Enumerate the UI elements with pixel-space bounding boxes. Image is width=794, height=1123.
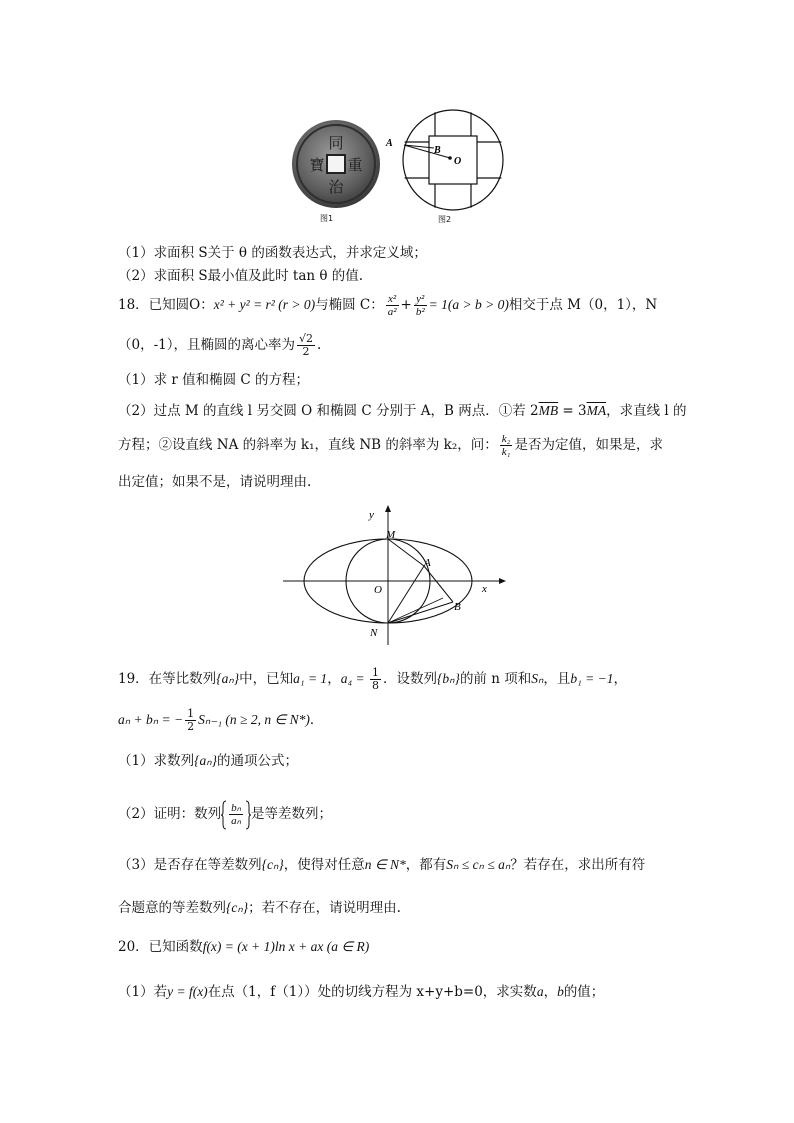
q18-part2-line2: 方程；②设直线 NA 的斜率为 k₁，直线 NB 的斜率为 k₂，问： $\frac{\text{k₂}}{\text{k₁}}$ 是否为定值，如果是，求 [118,433,663,458]
q18-part1: （1）求 r 值和椭圆 C 的方程； [118,372,310,388]
center-square [429,136,477,184]
q19-line2: aₙ + bₙ = − $\frac{1}{2}$ Sₙ₋₁ (n ≥ 2, n ∈ N*)． [118,707,324,733]
label-O: O [374,584,382,596]
coin-char-top: 同 [328,134,344,152]
q19-part2: （2）证明：数列 $\frac{\text{bₙ}}{\text{aₙ}}$ 是等差数列； [118,802,332,827]
outer-circle [403,110,503,210]
figure-1-caption: 图1 [320,214,334,223]
figure-2-caption: 图2 [438,215,452,224]
label-B: B [434,145,441,156]
q19-part1: （1）求数列{aₙ}的通项公式； [118,753,299,769]
q19-part3-line2: 合题意的等差数列{cₙ}；若不存在，请说明理由. [118,900,401,916]
label-x: x [482,583,487,595]
label-y: y [369,509,374,521]
coin-char-bottom: 治 [328,178,344,196]
q19-line1: 19．在等比数列{aₙ}中，已知a₁ = 1，a₄ = $\frac{1}{8}$ ．设数列{bₙ}的前 n 项和Sₙ，且b₁ = −1， [118,666,628,692]
coin-char-left: 寶 [309,156,325,174]
q18-line2: （0，-1），且椭圆的离心率为 $\frac{√2}{2}$ . [118,332,322,358]
label-A: A [386,138,393,149]
q17-part2: （2）求面积 S最小值及此时 tan θ 的值. [118,268,364,284]
coin-image [290,118,382,210]
label-M: M [386,529,396,541]
q18-part2-line3: 出定值；如果不是，请说明理由. [118,474,312,490]
label-A: A [424,557,431,569]
q20-part1: （1）若y = f(x)在点（1，f（1））处的切线方程为 x+y+b=0，求实数a，b的值； [118,984,605,1000]
figure-2-diagram [382,108,510,228]
label-B: B [454,601,461,613]
figure-3-ellipse-diagram [283,500,511,648]
label-N: N [370,627,378,639]
coin-char-right: 重 [347,156,363,174]
q18-part2-line1: （2）过点 M 的直线 l 另交圆 O 和椭圆 C 分别于 A，B 两点．①若 $2\overline{MB} = 3\overline{MA}$，求直线 l 的 [118,403,687,419]
label-O: O [454,156,462,167]
q18-line1: 18．已知圆O：x² + y² = r² (r > 0)与椭圆 C： $\frac{\text{x²}}{\text{a²}}$ + $\frac{\text{y²}}{\text{b²}}$ = 1(a > b > 0)相交于点 M（0，1），N [118,293,658,318]
figure-1-coin [290,118,382,228]
q17-part1: （1）求面积 S关于 θ 的函数表达式，并求定义域； [118,245,427,261]
q20-line1: 20．已知函数f(x) = (x + 1)ln x + ax (a ∈ R) [118,939,370,955]
q19-part3-line1: （3）是否存在等差数列{cₙ}，使得对任意n ∈ N*，都有Sₙ ≤ cₙ ≤ aₙ？若存在，求出所有符 [118,857,646,873]
